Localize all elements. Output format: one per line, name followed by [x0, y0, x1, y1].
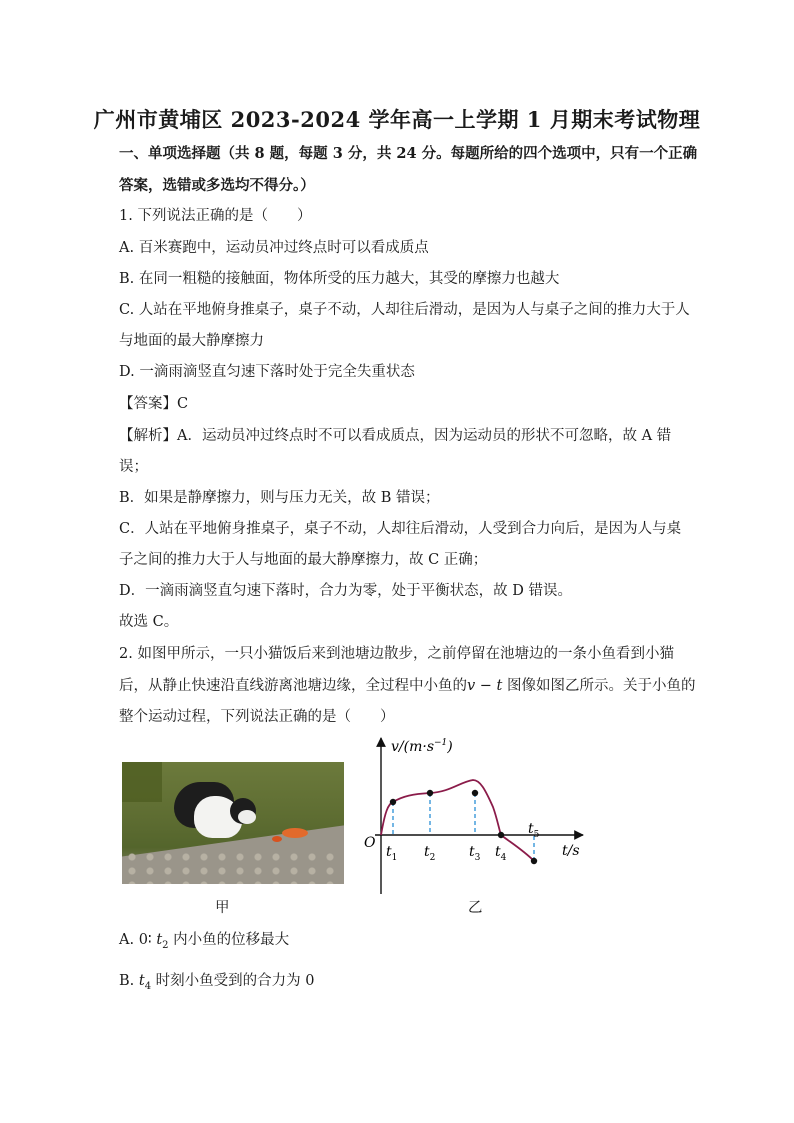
page-title: 广州市黄埔区 2023-2024 学年高一上学期 1 月期末考试物理: [93, 107, 701, 132]
q2-stem-line2-a: 后，从静止快速沿直线游离池塘边缘，全过程中小鱼的: [119, 678, 467, 694]
q1-analysis-line7: 故选 C。: [119, 614, 179, 630]
q2-option-a-text: 内小鱼的位移最大: [168, 932, 290, 948]
goldfish-tail: [272, 836, 282, 842]
q2-option-b-prefix: B.: [119, 973, 139, 989]
q2-stem-line2: [119, 676, 696, 696]
tick-label-t5: $t_5$: [528, 821, 540, 840]
goldfish: [282, 828, 308, 838]
q1-stem: 1. 下列说法正确的是（ ）: [119, 208, 312, 224]
q2-stem-line2-c: 图像如图乙所示。关于小鱼的: [502, 678, 696, 694]
q2-option-b-text: 时刻小鱼受到的合力为 0: [151, 973, 315, 989]
q1-option-b: B. 在同一粗糙的接触面，物体所受的压力越大，其受的摩擦力也越大: [119, 271, 560, 287]
analysis-tag: 【解析】: [119, 428, 177, 444]
q2-stem-line3: 整个运动过程，下列说法正确的是（ ）: [119, 709, 395, 725]
figure-caption-left: 甲: [215, 900, 230, 916]
q1-option-a: A. 百米赛跑中，运动员冲过终点时可以看成质点: [119, 240, 429, 256]
vt-graph: [355, 732, 595, 902]
t-symbol: t: [156, 932, 163, 948]
q1-option-c-line2: 与地面的最大静摩擦力: [119, 333, 264, 349]
tick-label-t3: $t_3$: [469, 844, 481, 863]
answer-tag: 【答案】: [119, 396, 177, 412]
q2-option-a-prefix: A. 0∶: [119, 932, 157, 948]
t-subscript: 4: [144, 980, 152, 992]
grass-patch: [122, 762, 162, 802]
cat-muzzle: [238, 810, 256, 824]
q2-option-b: [119, 971, 679, 997]
curve-point-t5: [531, 858, 537, 864]
tick-label-t1: $t_1$: [386, 844, 398, 863]
velocity-curve: [381, 780, 534, 861]
tick-label-t2: $t_2$: [424, 844, 436, 863]
section-heading-line2: 答案，选错或多选均不得分。）: [119, 177, 315, 194]
q1-analysis-line3: B．如果是静摩擦力，则与压力无关，故 B 错误；: [119, 490, 440, 506]
section-heading-line1: 一、单项选择题（共 8 题，每题 3 分，共 24 分。每题所给的四个选项中，只有一个正确: [119, 145, 698, 162]
q1-option-c-line1: C. 人站在平地俯身推桌子，桌子不动，人却往后滑动，是因为人与桌子之间的推力大于人: [119, 302, 690, 318]
cat-fish-photo: [122, 762, 344, 884]
x-axis-label: t/s: [562, 843, 580, 859]
q1-analysis-line4: C．人站在平地俯身推桌子，桌子不动，人却往后滑动，人受到合力向后，是因为人与桌: [119, 521, 682, 537]
q1-analysis-line1: [119, 426, 679, 446]
curve-point-t1: [390, 799, 396, 805]
q1-option-d: D. 一滴雨滴竖直匀速下落时处于完全失重状态: [119, 364, 415, 380]
tick-label-t4: $t_4$: [495, 844, 507, 863]
tick-labels: [386, 821, 540, 863]
curve-point-t3: [472, 790, 478, 796]
vt-symbol: v − t: [467, 678, 503, 694]
q2-option-a: [119, 930, 679, 956]
q1-analysis-line2: 误；: [119, 459, 148, 475]
t-subscript: 2: [162, 939, 169, 951]
q1-answer: [119, 394, 679, 414]
figure-caption-right: 乙: [468, 900, 483, 916]
q2-stem-line1: 2. 如图甲所示，一只小猫饭后来到池塘边散步，之前停留在池塘边的一条小鱼看到小猫: [119, 646, 674, 662]
t-symbol: t: [138, 973, 145, 989]
analysis-text-1: A．运动员冲过终点时不可以看成质点，因为运动员的形状不可忽略，故 A 错: [177, 428, 672, 444]
q1-analysis-line6: D．一滴雨滴竖直匀速下落时，合力为零，处于平衡状态，故 D 错误。: [119, 583, 572, 599]
dashed-guides: [393, 793, 534, 861]
q1-analysis-line5: 子之间的推力大于人与地面的最大静摩擦力，故 C 正确；: [119, 552, 488, 568]
y-axis-label: $v/(m\cdot s^{-1})$: [391, 738, 453, 755]
curve-point-t2: [427, 790, 433, 796]
origin-label: O: [364, 835, 376, 851]
curve-points: [390, 790, 537, 864]
answer-value: C: [177, 396, 189, 412]
curve-point-t4: [498, 832, 504, 838]
shore-stones: [122, 847, 344, 884]
